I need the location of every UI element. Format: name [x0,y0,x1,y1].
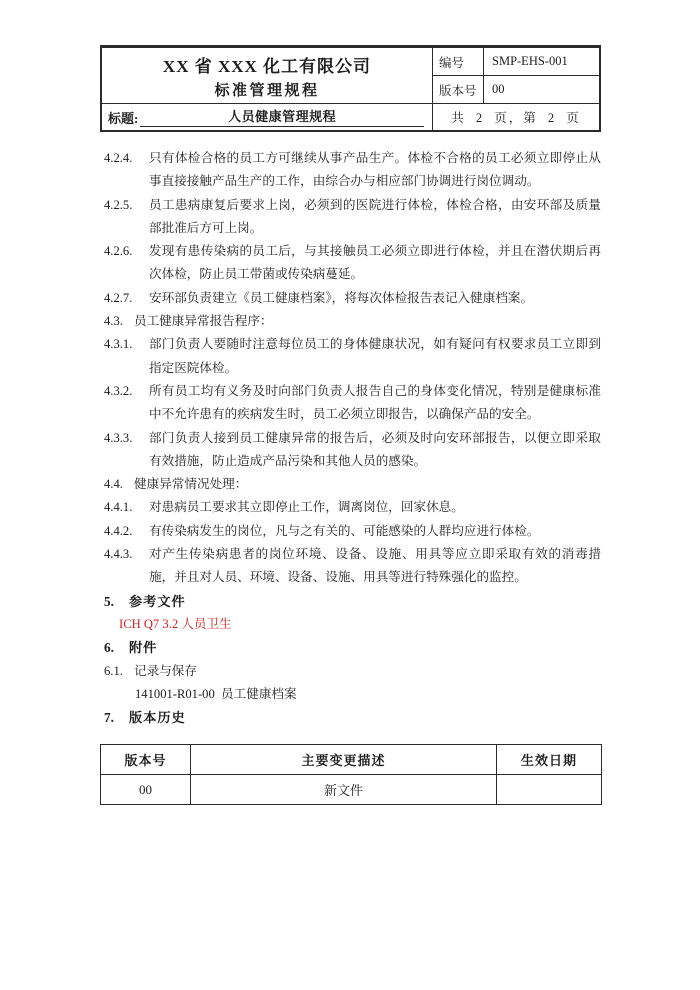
version-label: 版本号 [439,83,477,98]
list-item [104,543,601,590]
item-number: 4.3.2. [104,383,133,398]
item-number: 6. [104,640,114,656]
column-header-change-description: 主要变更描述 [191,745,497,775]
version-row [433,75,599,103]
item-text: 对患病员工要求其立即停止工作，调离岗位，回家休息。 [149,500,464,515]
list-item [104,660,601,683]
header-meta-cells [433,48,599,103]
list-item [104,496,601,519]
reference-line [104,613,601,636]
item-number: 6.1. [104,663,123,678]
list-item [104,520,601,543]
title-cell [102,104,433,130]
table-header-row [101,745,602,775]
attachment-text: 141001-R01-00 员工健康档案 [135,686,297,701]
document-content [100,45,601,805]
item-number: 4.2.7. [104,290,133,305]
doc-number-label: 编号 [439,55,465,70]
cell-effective-date [497,775,602,805]
item-number: 4.4. [104,477,123,492]
document-header-table [100,45,601,132]
document-type: 标准管理规程 [214,82,320,99]
item-number: 4.3.3. [104,430,133,445]
attachment-line [104,683,601,706]
item-text: 参考文件 [129,593,186,609]
item-text: 健康异常情况处理： [134,477,248,492]
item-text: 对产生传染病患者的岗位环境、设备、设施、用具等应立即采取有效的消毒措施，并且对人员、环境、设备、设施、用具等进行特殊强化的监控。 [149,547,601,585]
section-heading [104,590,601,613]
list-item [104,473,601,496]
item-number: 4.2.5. [104,197,133,212]
company-title-cell [102,48,433,103]
item-text: 员工患病康复后要求上岗，必须到的医院进行体检，体检合格，由安环部及质量部批准后方可上岗。 [149,197,601,235]
item-text: 只有体检合格的员工方可继续从事产品生产。体检不合格的员工必须立即停止从事直接接触产品生产的工作，由综合办与相应部门协调进行岗位调动。 [149,151,601,189]
section-heading [104,636,601,659]
item-number: 4.4.1. [104,500,133,515]
item-text: 版本历史 [129,710,186,726]
clause-list [100,147,601,729]
list-item [104,194,601,241]
item-number: 5. [104,593,114,609]
item-number: 4.4.3. [104,547,133,562]
list-item [104,240,601,287]
version-value: 00 [483,76,599,103]
company-name: XX 省 XXX 化工有限公司 [162,56,372,76]
list-item [104,380,601,427]
doc-number-value: SMP-EHS-001 [483,48,599,75]
item-text: 有传染病发生的岗位，凡与之有关的、可能感染的人群均应进行体检。 [149,523,540,538]
item-number: 4.3. [104,314,123,329]
item-number: 4.2.6. [104,244,133,259]
item-number: 4.2.4. [104,151,133,165]
title-label: 标题: [108,110,139,126]
list-item [104,310,601,333]
list-item [104,333,601,380]
item-text: 部门负责人要随时注意每位员工的身体健康状况，如有疑问有权要求员工立即到指定医院体检。 [149,337,601,375]
cell-version: 00 [101,775,191,805]
version-history-table [100,744,602,805]
list-item [104,147,601,194]
doc-number-row [433,48,599,75]
list-item [104,287,601,310]
item-text: 部门负责人接到员工健康异常的报告后，必须及时向安环部报告，以便立即采取有效措施，防止造成产品污染和其他人员的感染。 [149,430,601,468]
header-title-row [102,103,599,130]
list-item [104,427,601,474]
item-number: 7. [104,710,114,726]
item-text: 附件 [129,640,158,656]
item-number: 4.4.2. [104,523,133,538]
item-text: 员工健康异常报告程序： [134,314,273,329]
item-text: 发现有患传染病的员工后，与其接触员工必须立即进行体检，并且在潜伏期后再次体检，防止员工带菌或传染病蔓延。 [149,244,601,282]
reference-text: ICH Q7 3.2 人员卫生 [119,616,232,631]
item-text: 所有员工均有义务及时向部门负责人报告自己的身体变化情况，特别是健康标准中不允许患有的疾病发生时，员工必须立即报告，以确保产品的安全。 [149,383,601,422]
column-header-version: 版本号 [101,745,191,775]
item-number: 4.3.1. [104,337,133,352]
page-count-cell: 共 2 页，第 2 页 [451,111,581,125]
column-header-effective-date: 生效日期 [497,745,602,775]
cell-change-description: 新文件 [191,775,497,805]
item-text: 安环部负责建立《员工健康档案》，将每次体检报告表记入健康档案。 [149,290,534,305]
item-text: 记录与保存 [134,663,197,678]
title-value: 人员健康管理规程 [140,108,424,127]
table-row [101,775,602,805]
header-top-section [102,48,599,103]
section-heading [104,706,601,729]
